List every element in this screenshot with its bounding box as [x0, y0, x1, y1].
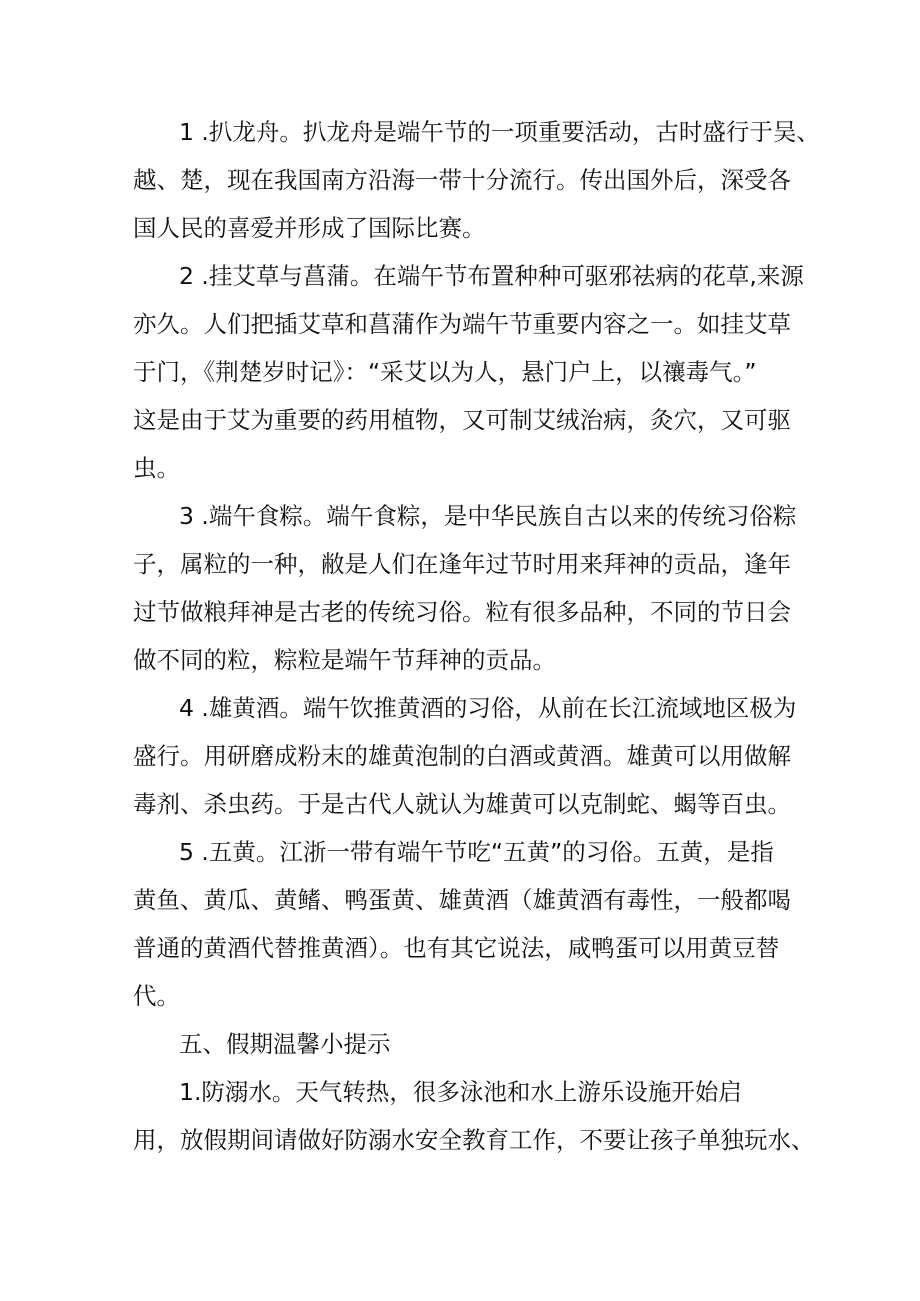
text-line: 5 .五黄。江浙一带有端午节吃“五黄”的习俗。五黄，是指: [179, 838, 774, 866]
paragraph-five-yellows: [133, 828, 813, 1020]
paragraph-drowning-prevention: [133, 1068, 813, 1164]
text-line: 过节做粮拜神是古老的传统习俗。粒有很多品种，不同的节日会: [133, 598, 791, 626]
paragraph-dragon-boat: [133, 108, 820, 252]
text-line: 虫。: [133, 454, 180, 482]
text-line: 亦久。人们把插艾草和菖蒲作为端午节重要内容之一。如挂艾草: [133, 310, 791, 338]
section-heading: 五、假期温馨小提示: [179, 1030, 391, 1058]
text-line: 代。: [133, 982, 180, 1010]
paragraph-zongzi: [133, 492, 813, 684]
text-line: 子，属粒的一种，敝是人们在逢年过节时用来拜神的贡品，逢年: [133, 550, 791, 578]
text-line: 3 .端午食粽。端午食粽，是中华民族自古以来的传统习俗粽: [179, 502, 797, 530]
text-line: 4 .雄黄酒。端午饮推黄酒的习俗，从前在长江流域地区极为: [179, 694, 797, 722]
document-body: [133, 108, 820, 1164]
text-line: 做不同的粒，粽粒是端午节拜神的贡品。: [133, 646, 556, 674]
text-line: 用，放假期间请做好防溺水安全教育工作，不要让孩子单独玩水、: [133, 1126, 815, 1154]
text-line: 普通的黄酒代替推黄酒）。也有其它说法，咸鸭蛋可以用黄豆替: [133, 934, 780, 962]
section-heading-holiday-tips: [133, 1020, 813, 1068]
text-line: 黄鱼、黄瓜、黄鳍、鸭蛋黄、雄黄酒（雄黄酒有毒性，一般都喝: [133, 886, 791, 914]
paragraph-mugwort: [133, 252, 813, 492]
paragraph-realgar-wine: [133, 684, 813, 828]
text-line: 国人民的喜爱并形成了国际比赛。: [133, 214, 486, 242]
text-line: 2 .挂艾草与菖蒲。在端午节布置种种可驱邪祛病的花草,来源: [179, 262, 804, 290]
text-line: 毒剂、杀虫药。于是古代人就认为雄黄可以克制蛇、蝎等百虫。: [133, 790, 791, 818]
text-line: 盛行。用研磨成粉末的雄黄泡制的白酒或黄酒。雄黄可以用做解: [133, 742, 791, 770]
text-line: 这是由于艾为重要的药用植物，又可制艾绒治病，灸穴，又可驱: [133, 406, 791, 434]
text-line: 于门，《荆楚岁时记》：“采艾以为人，悬门户上，以禳毒气。”: [133, 358, 757, 386]
text-line: 1.防溺水。天气转热，很多泳池和水上游乐设施开始启: [179, 1078, 742, 1106]
text-line: 1 .扒龙舟。扒龙舟是端午节的一项重要活动，古时盛行于吴、: [179, 118, 820, 146]
text-line: 越、楚，现在我国南方沿海一带十分流行。传出国外后，深受各: [133, 166, 791, 194]
